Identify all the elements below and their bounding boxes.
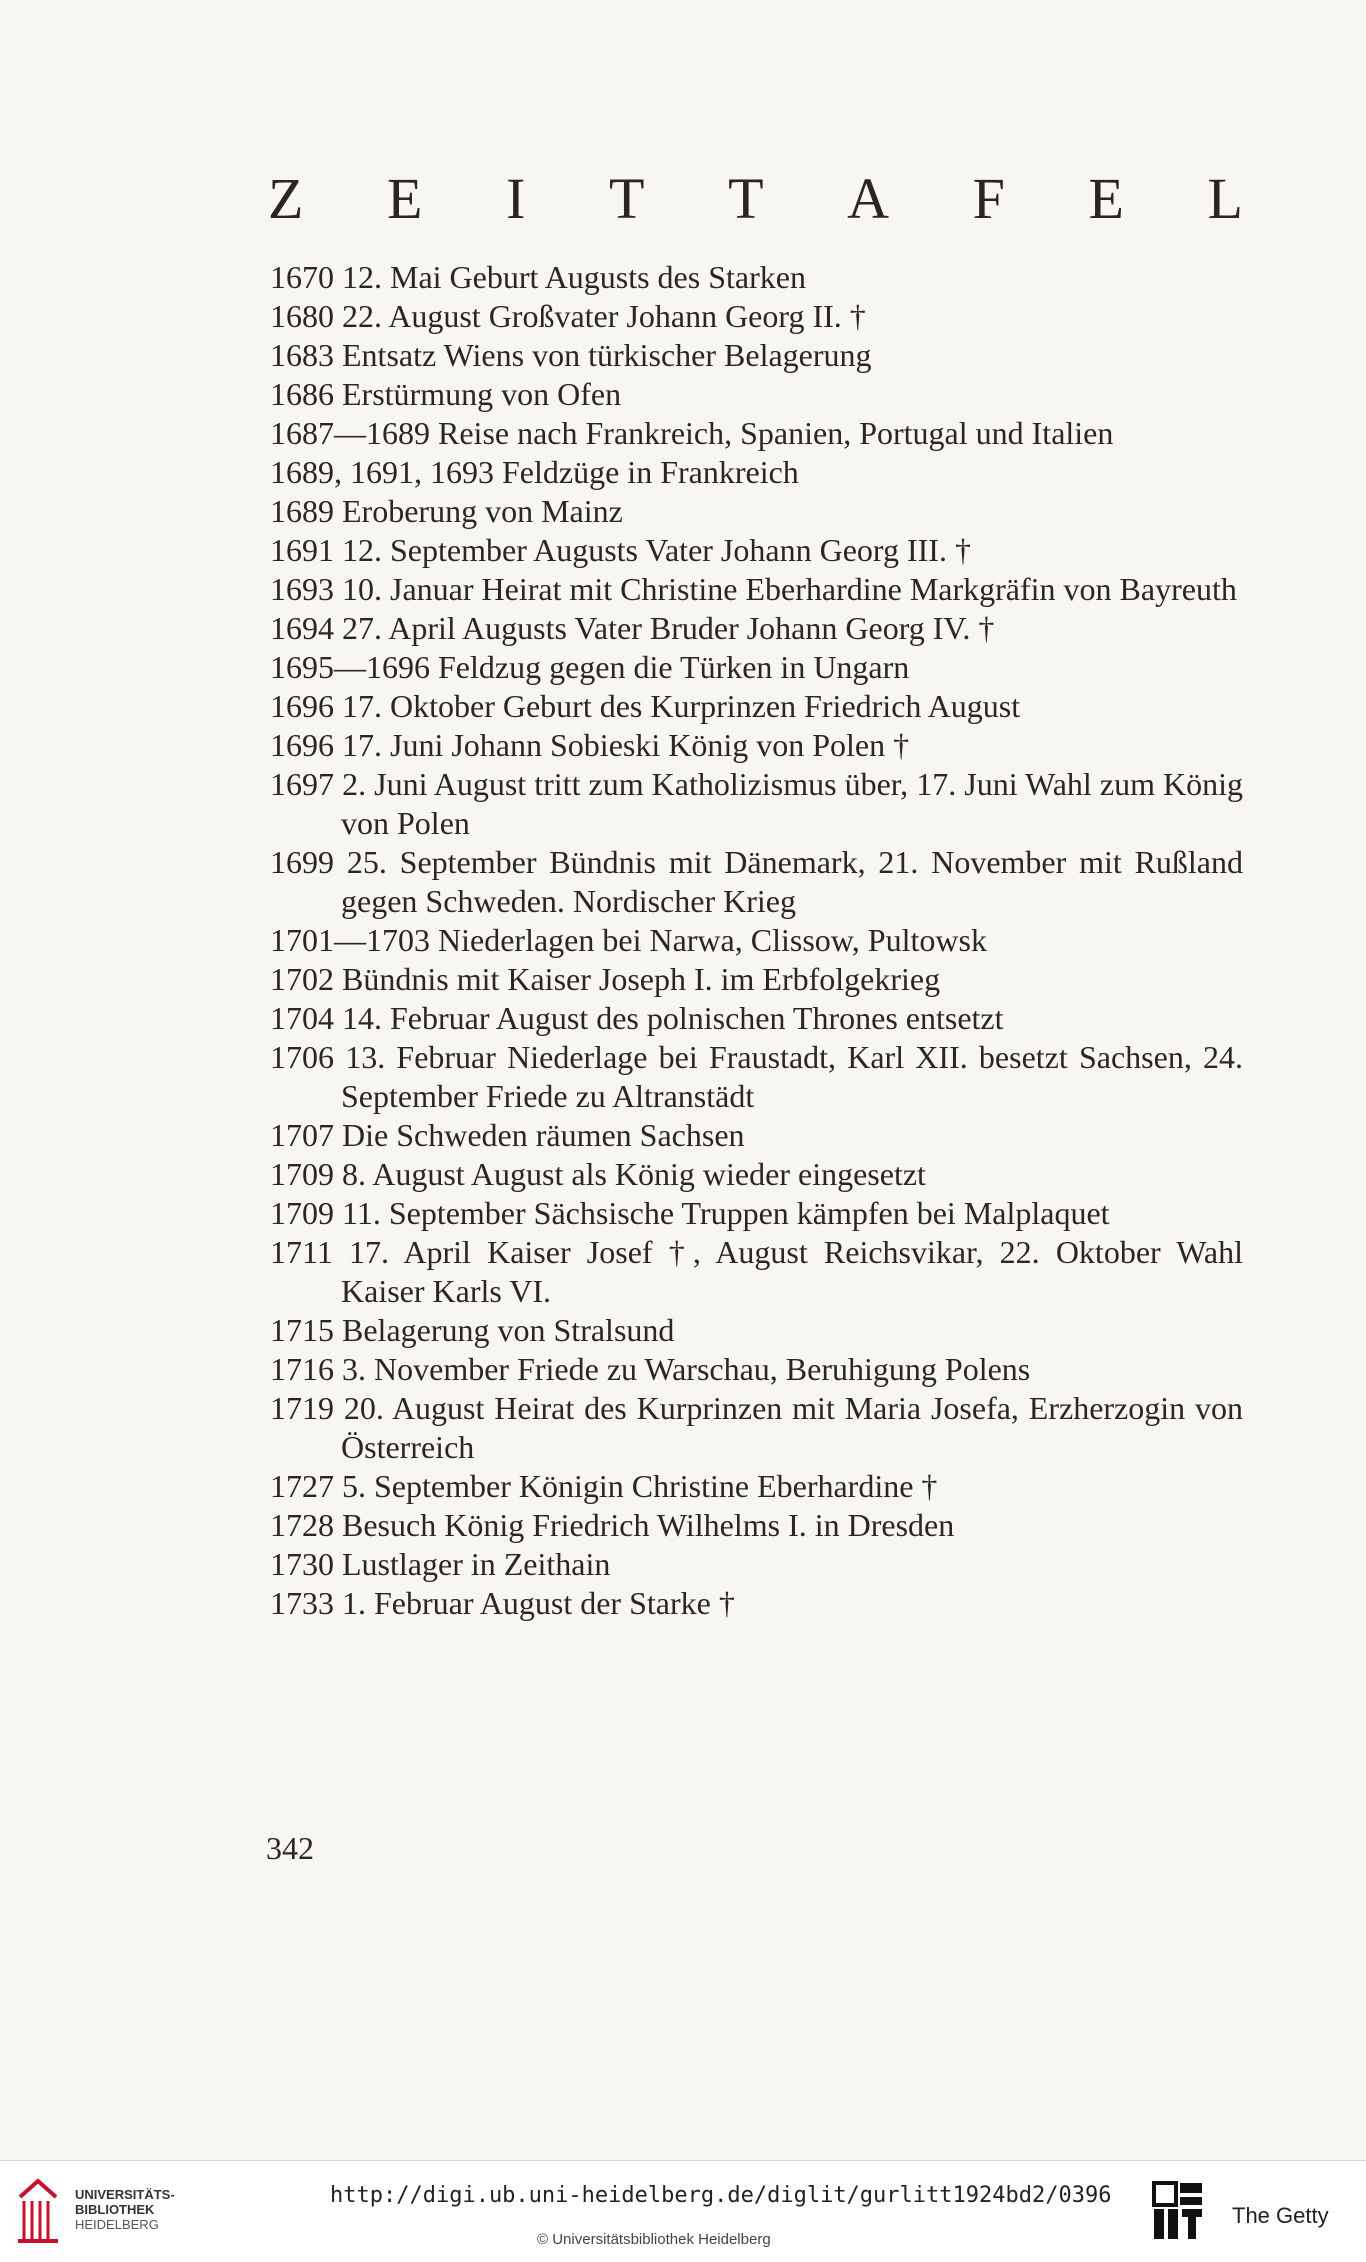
- entry-year: 1687—1689: [270, 415, 430, 451]
- timeline-entry: [270, 1584, 1243, 1623]
- timeline-entry: [270, 687, 1243, 726]
- entry-text: 17. Oktober Geburt des Kurprinzen Friedrich August: [342, 688, 1021, 724]
- entry-text: 17. April Kaiser Josef †, August Reichsvikar, 22. Oktober Wahl Kaiser Karls VI.: [341, 1234, 1244, 1309]
- timeline-entry: [270, 765, 1243, 843]
- title-letter: T: [728, 166, 764, 231]
- timeline-entry: [270, 336, 1243, 375]
- timeline-list: [270, 258, 1243, 1623]
- entry-text: 27. April Augusts Vater Bruder Johann Georg IV. †: [342, 610, 995, 646]
- entry-year: 1689: [270, 493, 334, 529]
- timeline-entry: [270, 960, 1243, 999]
- entry-year: 1719: [270, 1390, 334, 1426]
- timeline-entry: [270, 1038, 1243, 1116]
- timeline-entry: [270, 648, 1243, 687]
- timeline-entry: [270, 1545, 1243, 1584]
- timeline-entry: [270, 1506, 1243, 1545]
- timeline-entry: [270, 726, 1243, 765]
- library-name-line: UNIVERSITÄTS-: [75, 2187, 175, 2202]
- entry-text: Bündnis mit Kaiser Joseph I. im Erbfolgekrieg: [342, 961, 941, 997]
- entry-text: 14. Februar August des polnischen Thrones entsetzt: [342, 1000, 1004, 1036]
- entry-year: 1680: [270, 298, 334, 334]
- entry-text: Reise nach Frankreich, Spanien, Portugal und Italien: [438, 415, 1114, 451]
- entry-text: Feldzüge in Frankreich: [502, 454, 799, 490]
- title-letter: E: [387, 166, 423, 231]
- timeline-entry: [270, 258, 1243, 297]
- entry-year: 1689, 1691, 1693: [270, 454, 494, 490]
- timeline-entry: [270, 1311, 1243, 1350]
- getty-logo-icon: [1150, 2179, 1206, 2249]
- entry-year: 1683: [270, 337, 334, 373]
- entry-year: 1709: [270, 1156, 334, 1192]
- entry-year: 1727: [270, 1468, 334, 1504]
- timeline-entry: [270, 609, 1243, 648]
- entry-text: 25. September Bündnis mit Dänemark, 21. November mit Rußland gegen Schweden. Nordischer Krieg: [341, 844, 1244, 919]
- title-letter: L: [1207, 166, 1243, 231]
- timeline-entry: [270, 570, 1243, 609]
- entry-year: 1696: [270, 688, 334, 724]
- library-name-line: HEIDELBERG: [75, 2217, 159, 2232]
- entry-year: 1702: [270, 961, 334, 997]
- entry-year: 1670: [270, 259, 334, 295]
- entry-year: 1728: [270, 1507, 334, 1543]
- entry-year: 1711: [270, 1234, 333, 1270]
- entry-year: 1694: [270, 610, 334, 646]
- entry-text: 22. August Großvater Johann Georg II. †: [342, 298, 866, 334]
- entry-year: 1707: [270, 1117, 334, 1153]
- entry-text: 20. August Heirat des Kurprinzen mit Maria Josefa, Erzherzogin von Österreich: [341, 1390, 1244, 1465]
- entry-text: Die Schweden räumen Sachsen: [342, 1117, 745, 1153]
- entry-year: 1706: [270, 1039, 334, 1075]
- entry-year: 1716: [270, 1351, 334, 1387]
- entry-year: 1695—1696: [270, 649, 430, 685]
- timeline-entry: [270, 1350, 1243, 1389]
- entry-text: 3. November Friede zu Warschau, Beruhigung Polens: [342, 1351, 1031, 1387]
- timeline-entry: [270, 1155, 1243, 1194]
- entry-year: 1699: [270, 844, 334, 880]
- entry-text: 5. September Königin Christine Eberhardine †: [342, 1468, 938, 1504]
- timeline-entry: [270, 297, 1243, 336]
- timeline-entry: [270, 1467, 1243, 1506]
- entry-year: 1709: [270, 1195, 334, 1231]
- timeline-entry: [270, 453, 1243, 492]
- getty-name: The Getty: [1232, 2203, 1329, 2228]
- entry-year: 1715: [270, 1312, 334, 1348]
- timeline-entry: [270, 843, 1243, 921]
- timeline-entry: [270, 1389, 1243, 1467]
- timeline-entry: [270, 375, 1243, 414]
- page-number: 342: [266, 1830, 314, 1866]
- entry-year: 1730: [270, 1546, 334, 1582]
- title-letter: E: [1088, 166, 1124, 231]
- entry-text: 12. September Augusts Vater Johann Georg III. †: [342, 532, 971, 568]
- entry-year: 1704: [270, 1000, 334, 1036]
- entry-year: 1686: [270, 376, 334, 412]
- timeline-entry: [270, 414, 1243, 453]
- entry-text: 8. August August als König wieder eingesetzt: [342, 1156, 926, 1192]
- entry-year: 1697: [270, 766, 334, 802]
- entry-text: Lustlager in Zeithain: [342, 1546, 611, 1582]
- entry-text: 13. Februar Niederlage bei Fraustadt, Karl XII. besetzt Sachsen, 24. September Friede zu Altranstädt: [341, 1039, 1244, 1114]
- timeline-entry: [270, 1116, 1243, 1155]
- timeline-entry: [270, 492, 1243, 531]
- entry-text: 2. Juni August tritt zum Katholizismus über, 17. Juni Wahl zum König von Polen: [341, 766, 1244, 841]
- entry-text: Niederlagen bei Narwa, Clissow, Pultowsk: [438, 922, 987, 958]
- title-letter: A: [847, 166, 890, 231]
- timeline-entry: [270, 921, 1243, 960]
- permalink-url[interactable]: http://digi.ub.uni-heidelberg.de/diglit/gurlitt1924bd2/0396: [330, 2183, 1112, 2208]
- entry-year: 1733: [270, 1585, 334, 1621]
- timeline-entry: [270, 1194, 1243, 1233]
- entry-text: Besuch König Friedrich Wilhelms I. in Dresden: [342, 1507, 955, 1543]
- library-logo-icon: [14, 2175, 62, 2245]
- entry-text: 11. September Sächsische Truppen kämpfen bei Malplaquet: [342, 1195, 1110, 1231]
- title-letter: Z: [268, 166, 304, 231]
- entry-text: 17. Juni Johann Sobieski König von Polen †: [342, 727, 910, 763]
- timeline-entry: [270, 999, 1243, 1038]
- entry-text: Erstürmung von Ofen: [342, 376, 622, 412]
- title-letter: F: [972, 166, 1005, 231]
- entry-text: 1. Februar August der Starke †: [342, 1585, 735, 1621]
- entry-text: Feldzug gegen die Türken in Ungarn: [438, 649, 910, 685]
- entry-year: 1696: [270, 727, 334, 763]
- title-letter: T: [609, 166, 645, 231]
- entry-year: 1691: [270, 532, 334, 568]
- library-name: [75, 2187, 175, 2232]
- entry-text: 10. Januar Heirat mit Christine Eberhardine Markgräfin von Bayreuth: [342, 571, 1237, 607]
- entry-year: 1693: [270, 571, 334, 607]
- entry-year: 1701—1703: [270, 922, 430, 958]
- timeline-entry: [270, 531, 1243, 570]
- copyright-notice: © Universitätsbibliothek Heidelberg: [537, 2231, 771, 2248]
- entry-text: Belagerung von Stralsund: [342, 1312, 675, 1348]
- entry-text: Entsatz Wiens von türkischer Belagerung: [342, 337, 872, 373]
- title-letter: I: [506, 166, 526, 231]
- page-title: [268, 165, 1243, 232]
- timeline-entry: [270, 1233, 1243, 1311]
- library-name-line: BIBLIOTHEK: [75, 2202, 155, 2217]
- viewer-footer: [0, 2160, 1366, 2262]
- entry-text: 12. Mai Geburt Augusts des Starken: [342, 259, 806, 295]
- entry-text: Eroberung von Mainz: [342, 493, 623, 529]
